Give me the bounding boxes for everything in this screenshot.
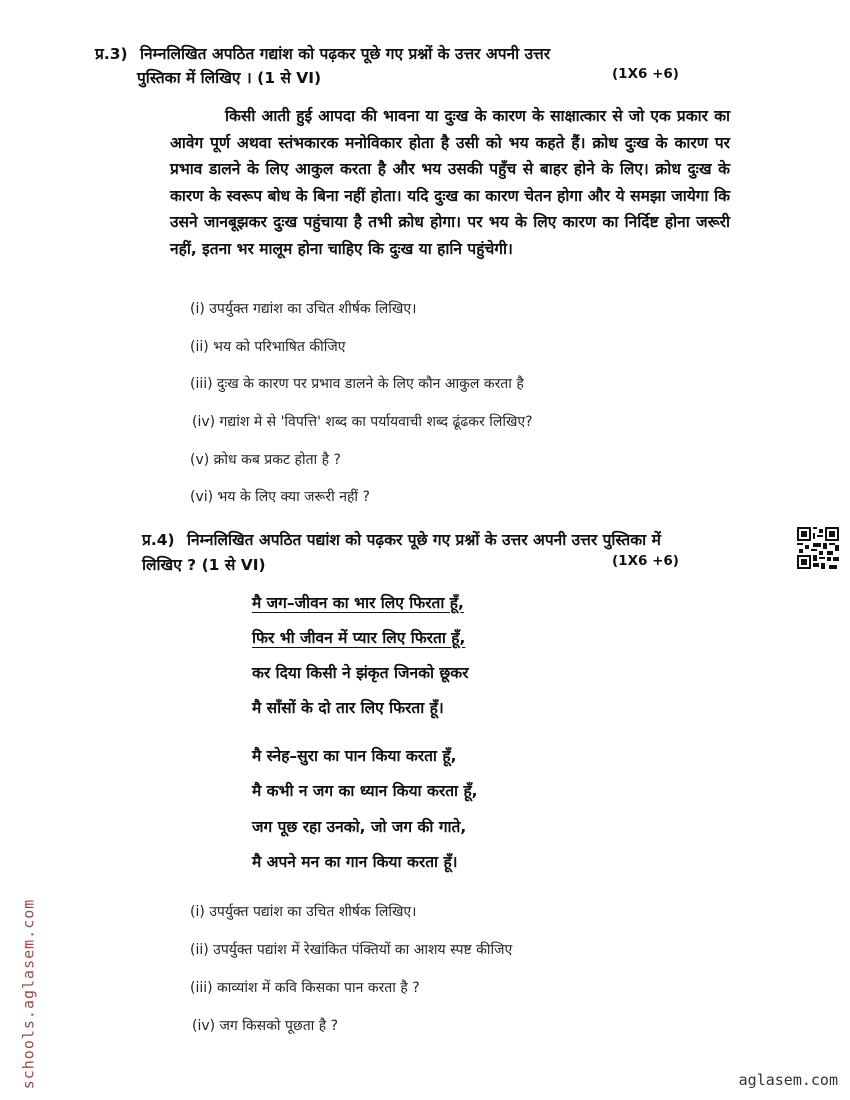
q3-marks: (1X6 +6) [612,66,679,82]
q3-question-1: (i) उपर्युक्त गद्यांश का उचित शीर्षक लिखिए। [190,301,417,317]
qr-code-icon [797,527,839,569]
q3-instruction-line1: निम्नलिखित अपठित गद्यांश को पढ़कर पूछे गए प्रश्नों के उत्तर अपनी उत्तर [140,45,551,63]
q3-passage [170,103,730,262]
q3-passage-text: किसी आती हुई आपदा की भावना या दुःख के कारण के साक्षात्कार से जो एक प्रकार का आवेग पूर्ण अथवा स्तंभकारक मनोविकार होता है उसी को भय कहते हैं। क्रोध दुःख के कारण पर प्रभाव डालने के लिए आकुल करता है और भय उसकी पहुँच से बाहर होने के लिए। क्रोध दुःख के कारण के स्वरूप बोध के बिना नहीं होता। यदि दुःख का कारण चेतन होगा और ये समझा जायेगा कि उसने जानबूझकर दुःख पहुंचाया है तभी क्रोध होगा। पर भय के लिए कारण का निर्दिष्ट होना जरूरी नहीं, इतना भर मालूम होना चाहिए कि दुःख या हानि पहुंचेगी। [170,107,730,258]
q4-question-4: (iv) जग किसको पूछता है ? [192,1018,339,1034]
q3-question-3: (iii) दुःख के कारण पर प्रभाव डालने के लिए कौन आकुल करता है [190,376,524,392]
q3-question-5: (v) क्रोध कब प्रकट होता है ? [190,452,341,468]
q3-question-6: (vi) भय के लिए क्या जरूरी नहीं ? [190,489,370,505]
poem-line-3: कर दिया किसी ने झंकृत जिनको छूकर [252,664,469,682]
poem-line-6: मै कभी न जग का ध्यान किया करता हूँ, [252,782,478,800]
poem-line-5: मै स्नेह–सुरा का पान किया करता हूँ, [252,747,457,765]
q4-instruction-line1: निम्नलिखित अपठित पद्यांश को पढ़कर पूछे गए प्रश्नों के उत्तर अपनी उत्तर पुस्तिका में [187,531,661,549]
bottom-watermark: aglasem.com [738,1071,838,1089]
q3-instruction-line2: पुस्तिका में लिखिए । (1 से VI) [137,69,322,87]
poem-line-4: मै साँसों के दो तार लिए फिरता हूँ। [252,699,444,717]
q3-question-2: (ii) भय को परिभाषित कीजिए [190,339,346,355]
poem-line-8: मै अपने मन का गान किया करता हूँ। [252,853,458,871]
q3-question-4: (iv) गद्यांश मे से 'विपत्ति' शब्द का पर्यायवाची शब्द ढूंढकर लिखिए? [192,414,533,430]
q4-marks: (1X6 +6) [612,553,679,569]
q4-question-1: (i) उपर्युक्त पद्यांश का उचित शीर्षक लिखिए। [190,904,417,920]
poem-line-7: जग पूछ रहा उनको, जो जग की गाते, [252,818,467,836]
poem-line-2: फिर भी जीवन में प्यार लिए फिरता हूँ, [252,629,466,647]
q3-number: प्र.3) [95,45,128,63]
q4-question-2: (ii) उपर्युक्त पद्यांश में रेखांकित पंक्तियों का आशय स्पष्ट कीजिए [190,942,513,958]
q4-number: प्र.4) [142,531,175,549]
side-watermark: schools.aglasem.com [19,898,38,1090]
poem-line-1: मै जग–जीवन का भार लिए फिरता हूँ, [252,594,464,612]
q4-instruction-line2: लिखिए ? (1 से VI) [142,556,266,574]
q4-question-3: (iii) काव्यांश में कवि किसका पान करता है ? [190,980,420,996]
